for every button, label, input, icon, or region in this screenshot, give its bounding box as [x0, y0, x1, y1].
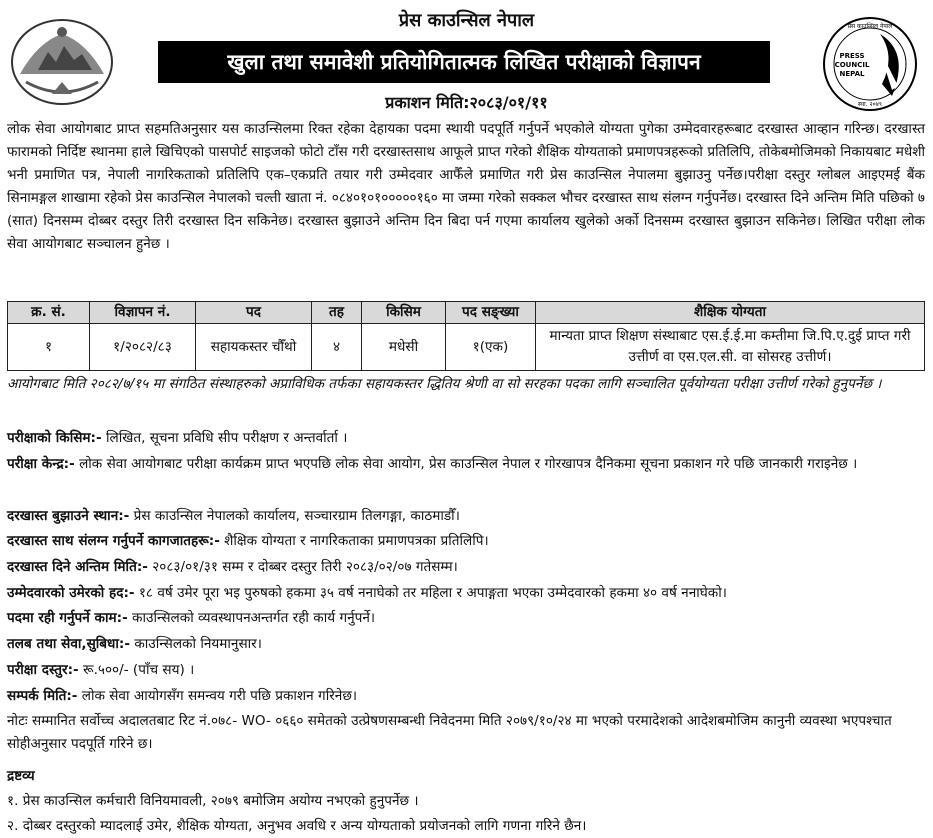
info-value: २०८३/०१/३१ सम्म र दोब्बर दस्तुर तिरी २०८३/०२/०७ गतेसम्म। — [147, 559, 458, 575]
logo-text-press: PRESS — [839, 52, 865, 60]
info-salary — [7, 633, 925, 656]
table-header-row — [8, 302, 925, 324]
info-value: १८ वर्ष उमेर पूरा भइ पुरुषको हकमा ३५ वर्ष ननाघेको तर महिला र अपाङ्गता भएका उम्मेदवारको हकमा ४० वर्ष ननाघेको। — [134, 585, 727, 601]
info-value: रू.५००/- (पाँच सय) । — [78, 662, 195, 678]
info-value: लिखित, सूचना प्रविधि सीप परीक्षण र अन्तर्वार्ता । — [101, 430, 348, 446]
col-header-qualification: शैक्षिक योग्यता — [536, 302, 925, 324]
cell-type: मधेसी — [362, 324, 446, 371]
info-value: काउन्सिलको नियमानुसार। — [130, 636, 262, 652]
publication-date: प्रकाशन मिति:२०८३/०१/११ — [385, 93, 548, 112]
table-row — [8, 324, 925, 371]
col-header-post: पद — [196, 302, 312, 324]
press-council-logo — [822, 16, 918, 112]
info-label: दरखास्त बुझाउने स्थान:- — [7, 508, 130, 524]
info-exam-type — [7, 427, 925, 450]
info-value: शैक्षिक योग्यता र नागरिकताका प्रमाणपत्रका प्रतिलिपि। — [219, 533, 489, 549]
notes-heading: द्रष्टव्य — [7, 768, 35, 784]
org-name: प्रेस काउन्सिल नेपाल — [398, 10, 535, 31]
note-item: १. प्रेस काउन्सिल कर्मचारी विनियमावली, २०७९ बमोजिम अयोग्य नभएको हुनुपर्नेछ । — [7, 793, 419, 809]
info-label: दरखास्त दिने अन्तिम मिति:- — [7, 559, 148, 575]
col-header-level: तह — [312, 302, 362, 324]
logo-text-nepal: NEPAL — [839, 70, 865, 78]
info-value: लोक सेवा आयोगसँग समन्वय गरी पछि प्रकाशन गरिनेछ। — [77, 688, 358, 704]
banner-title: खुला तथा समावेशी प्रतियोगितात्मक लिखित परीक्षाको विज्ञापन — [158, 41, 770, 83]
info-label: परीक्षाको किसिम:- — [7, 430, 102, 446]
cell-qualification: मान्यता प्राप्त शिक्षण संस्थाबाट एस.ई.ई.मा कम्तीमा जि.पि.ए.दुई प्राप्त गरी उत्तीर्ण वा एस.एल.सी. वा सोसरह उत्तीर्ण। — [536, 324, 925, 371]
cell-post: सहायकस्तर चौँथो — [196, 324, 312, 371]
cell-level: ४ — [312, 324, 362, 371]
info-label: सम्पर्क मिति:- — [7, 688, 78, 704]
info-age-limit — [7, 582, 925, 605]
vacancy-table — [7, 301, 925, 371]
info-label: परीक्षा केन्द्र:- — [7, 456, 75, 472]
col-header-post-count: पद सङ्ख्या — [446, 302, 536, 324]
prequalification-note: आयोगबाट मिति २०८२/७/१५ मा संगठित संस्थाहरुको अप्राविधिक तर्फका सहायकस्तर द्धितिय श्रेणी वा सो सरहका पदका लागि सञ्चालित पूर्वयोग्यता परीक्षा उत्तीर्ण गरेको हुनुपर्नेछ । — [7, 376, 882, 392]
info-contact-date — [7, 685, 925, 708]
court-note: नोटः सम्मानित सर्वोच्च अदालतबाट रिट नं.०७८- WO- ०६६० समेतको उत्प्रेषणसम्बन्धी निवेदनमा मिति २०७९/१०/२४ मा भएको परमादेशको आदेशबमोजिम कानुनी व्यवस्था भएपश्चात सोहीअनुसार पदपूर्ति गरिने छ। — [7, 713, 892, 752]
info-documents — [7, 530, 925, 553]
info-label: परीक्षा दस्तुर:- — [7, 662, 79, 678]
col-header-ad-number: विज्ञापन नं. — [90, 302, 196, 324]
info-duties — [7, 607, 925, 630]
col-header-type: किसिम — [362, 302, 446, 324]
info-label: उम्मेदवारको उमेरको हद:- — [7, 585, 135, 601]
cell-post-count: १(एक) — [446, 324, 536, 371]
info-exam-fee — [7, 659, 925, 682]
col-header-serial: क्र. सं. — [8, 302, 90, 324]
info-label: दरखास्त साथ संलग्न गर्नुपर्ने कागजातहरू:- — [7, 533, 220, 549]
cell-ad-number: १/२०८२/८३ — [90, 324, 196, 371]
info-deadline — [7, 556, 925, 579]
info-label: पदमा रही गर्नुपर्ने काम:- — [7, 610, 128, 626]
logo-text-council: COUNCIL — [834, 61, 870, 69]
logo-top-text: प्रेस काउन्सिल नेपाल — [847, 23, 893, 30]
info-label: तलब तथा सेवा,सुबिधा:- — [7, 636, 131, 652]
info-value: प्रेस काउन्सिल नेपालको कार्यालय, सञ्चारग्राम तिलगङ्गा, काठमाडौँ। — [129, 508, 460, 524]
info-value: लोक सेवा आयोगबाट परीक्षा कार्यक्रम प्राप्त भएपछि लोक सेवा आयोग, प्रेस काउन्सिल नेपाल र गोरखापत्र दैनिकमा सूचना प्रकाशन गरे पछि जानकारी गराइनेछ । — [74, 456, 858, 472]
cell-serial: १ — [8, 324, 90, 371]
info-exam-center — [7, 453, 925, 476]
info-value: काउन्सिलको व्यवस्थापनअन्तर्गत रही कार्य गर्नुपर्ने। — [127, 610, 376, 626]
info-submission-place — [7, 505, 925, 528]
logo-bottom-text: स्था. २०४९ — [858, 101, 882, 108]
note-item: २. दोब्बर दस्तुरको म्यादलाई उमेर, शैक्षिक योग्यता, अनुभव अवधि र अन्य योग्यताको प्रयोजनको लागि गणना गरिने छैन। — [7, 818, 587, 834]
intro-paragraph: लोक सेवा आयोगबाट प्राप्त सहमतिअनुसार यस काउन्सिलमा रिक्त रहेका देहायका पदमा स्थायी पदपूर्ति गर्नुपर्ने भएकोले योग्यता पुगेका उम्मेदवारहरूबाट दरखास्त आव्हान गरिन्छ। दरखास्त फारामको निर्दिष्ट स्थानमा हाले खिचिएको पासपोर्ट साइजको फोटो टाँस गरी दरखास्तसाथ आफूले प्राप्त गरेको शैक्षिक योग्यताको प्रमाणपत्रहरूको प्रतिलिपि, तोकेबमोजिमको निकायबाट मधेशी भनी प्रमाणित पत्र, नेपाली नागरिकताको प्रतिलिपि एक–एकप्रति तयार गरी उम्मेदवार आफैँले प्रमाणित गरी प्रेस काउन्सिल नेपालमा बुझाउनु पर्नेछ।परीक्षा दस्तुर ग्लोबल आइएमई बैंक सिनामङ्गल शाखामा रहेको प्रेस काउन्सिल नेपालको चल्ती खाता नं. ०८४०१०१०००००१६० मा जम्मा गरेको सक्कल भौचर दरखास्त साथ संलग्न गर्नुपर्नेछ। दरखास्त दिने अन्तिम मिति पछिको ७ (सात) दिनसम्म दोब्बर दस्तुर तिरी दरखास्त दिन सकिनेछ। दरखास्त बुझाउने अन्तिम दिन बिदा पर्न गएमा कार्यालय खुलेको अर्को दिनसम्म दरखास्त बुझाउन सकिनेछ। लिखित परीक्षा लोक सेवा आयोगबाट सञ्चालन हुनेछ । — [7, 121, 925, 252]
header — [0, 0, 933, 116]
